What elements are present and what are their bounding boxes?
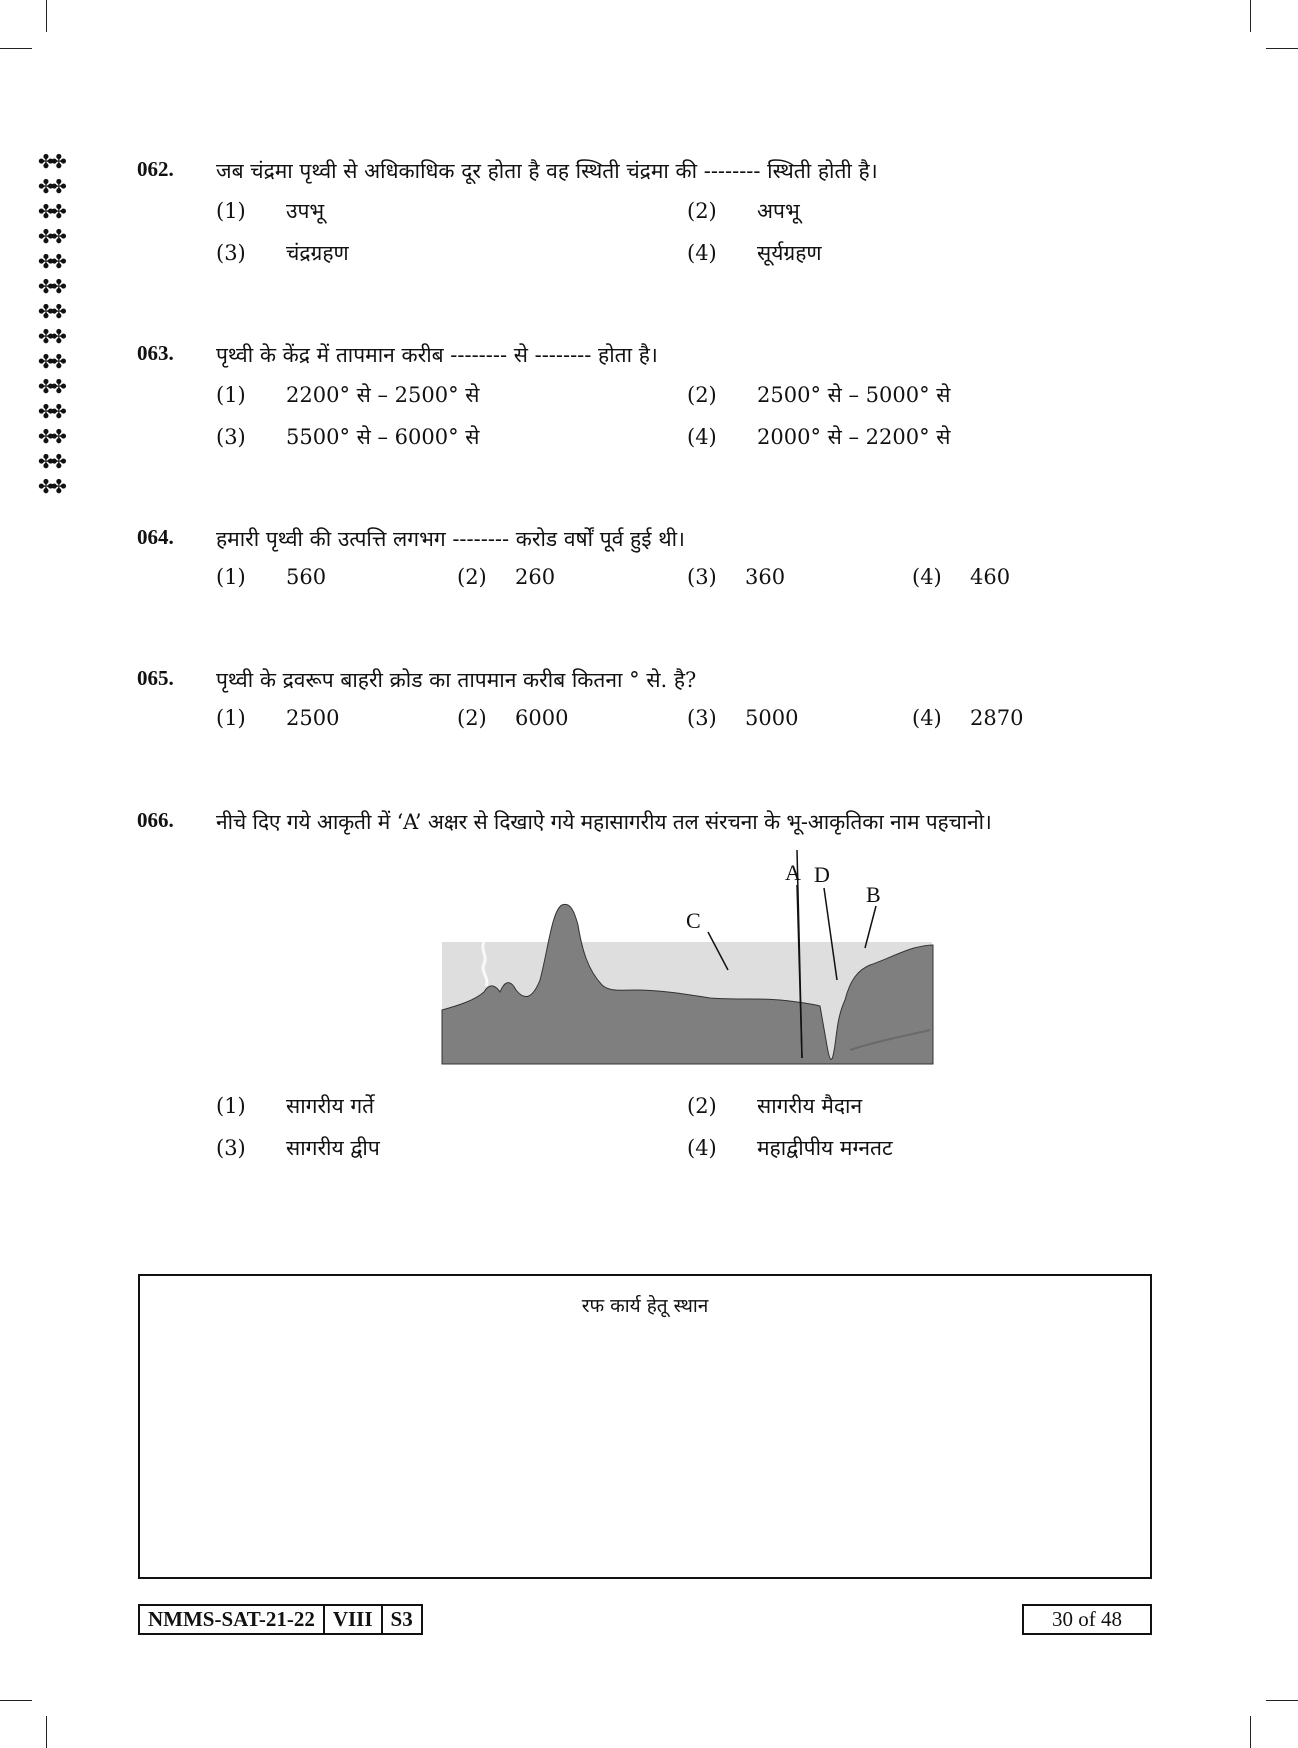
crop-mark-top-left-v [46, 0, 47, 32]
question-text: जब चंद्रमा पृथ्वी से अधिकाधिक दूर होता है वह स्थिती चंद्रमा की -------- स्थिती होती है। [216, 159, 878, 183]
option-number: (1) [216, 706, 246, 730]
paper-class: VIII [323, 1606, 381, 1633]
rough-work-box[interactable] [138, 1274, 1152, 1579]
ornament-row: ✤✤ [38, 476, 64, 498]
ornament-row: ✤✤ [38, 251, 64, 273]
option-text: 260 [515, 565, 556, 589]
option-number: (4) [687, 425, 717, 449]
ornament-column [38, 150, 94, 500]
option-1[interactable] [216, 197, 324, 225]
ornament-row: ✤✤ [38, 426, 64, 448]
ornament-row: ✤✤ [38, 326, 64, 348]
option-text: सागरीय मैदान [757, 1094, 863, 1118]
ocean-floor-figure [440, 850, 936, 1075]
ornament-row: ✤✤ [38, 151, 64, 173]
option-text: 360 [745, 565, 786, 589]
crop-mark-top-left-h [0, 48, 32, 49]
question-text: पृथ्वी के द्रवरूप बाहरी क्रोड का तापमान करीब कितना ° से. है? [216, 668, 697, 692]
option-text: 2200° से – 2500° से [286, 383, 480, 407]
question-number: 063. [137, 341, 174, 365]
option-3[interactable] [216, 423, 479, 451]
option-4[interactable] [687, 1134, 893, 1162]
option-1[interactable] [216, 565, 326, 589]
option-number: (3) [216, 241, 246, 265]
pointer-B [865, 906, 876, 948]
question-text: नीचे दिए गये आकृती में ‘A’ अक्षर से दिखाऐ गये महासागरीय तल संरचना के भू-आकृतिका नाम पहचानो। [216, 810, 992, 834]
option-2[interactable] [457, 706, 568, 730]
option-number: (2) [457, 706, 487, 730]
option-number: (2) [687, 199, 717, 223]
option-2[interactable] [687, 197, 800, 225]
paper-code-box [138, 1604, 423, 1635]
option-text: महाद्वीपीय मग्नतट [757, 1136, 893, 1160]
page-number: 30 of 48 [1022, 1604, 1152, 1635]
crop-mark-bottom-right-v [1250, 1716, 1251, 1748]
option-number: (4) [687, 241, 717, 265]
ornament-row: ✤✤ [38, 226, 64, 248]
option-text: 2000° से – 2200° से [757, 425, 951, 449]
option-3[interactable] [216, 1134, 380, 1162]
label-D: D [814, 862, 830, 887]
crop-mark-top-right-v [1250, 0, 1251, 32]
label-C: C [686, 908, 701, 933]
option-text: उपभू [286, 199, 325, 223]
option-1[interactable] [216, 1092, 374, 1120]
ornament-row: ✤✤ [38, 351, 64, 373]
option-number: (2) [457, 565, 487, 589]
crop-mark-bottom-left-v [46, 1716, 47, 1748]
option-text: 5000 [745, 706, 799, 730]
option-number: (1) [216, 199, 246, 223]
option-text: 6000 [515, 706, 569, 730]
option-number: (4) [912, 565, 942, 589]
option-number: (1) [216, 383, 246, 407]
option-4[interactable] [687, 423, 950, 451]
question-number: 065. [137, 666, 174, 690]
option-number: (1) [216, 1094, 246, 1118]
question-number: 064. [137, 525, 174, 549]
option-4[interactable] [687, 239, 822, 267]
option-number: (3) [687, 565, 717, 589]
option-text: 2500 [286, 706, 340, 730]
option-number: (4) [912, 706, 942, 730]
question-text: पृथ्वी के केंद्र में तापमान करीब -------- से -------- होता है। [216, 343, 658, 367]
ornament-row: ✤✤ [38, 176, 64, 198]
option-2[interactable] [687, 381, 950, 409]
option-text: चंद्रग्रहण [286, 241, 349, 265]
option-text: अपभू [757, 199, 800, 223]
option-2[interactable] [457, 565, 555, 589]
ornament-row: ✤✤ [38, 276, 64, 298]
option-3[interactable] [687, 565, 785, 589]
ornament-row: ✤✤ [38, 376, 64, 398]
option-3[interactable] [216, 239, 349, 267]
option-3[interactable] [687, 706, 798, 730]
option-text: 560 [286, 565, 327, 589]
ornament-row: ✤✤ [38, 201, 64, 223]
ornament-row: ✤✤ [38, 301, 64, 323]
label-A: A [785, 860, 801, 885]
option-text: सूर्यग्रहण [757, 241, 822, 265]
option-2[interactable] [687, 1092, 862, 1120]
option-4[interactable] [912, 565, 1010, 589]
question-number: 062. [137, 157, 174, 181]
option-text: 5500° से – 6000° से [286, 425, 480, 449]
question-text: हमारी पृथ्वी की उत्पत्ति लगभग -------- करोड वर्षों पूर्व हुई थी। [216, 527, 686, 551]
option-text: 2870 [970, 706, 1024, 730]
option-1[interactable] [216, 381, 479, 409]
paper-series: S3 [381, 1606, 421, 1633]
option-text: सागरीय गर्ते [286, 1094, 375, 1118]
option-number: (3) [216, 425, 246, 449]
label-B: B [866, 882, 881, 907]
option-number: (3) [687, 706, 717, 730]
option-number: (4) [687, 1136, 717, 1160]
ocean-floor-diagram [440, 850, 936, 1075]
ornament-row: ✤✤ [38, 451, 64, 473]
crop-mark-top-right-h [1266, 48, 1298, 49]
question-number: 066. [137, 808, 174, 832]
ornament-row: ✤✤ [38, 401, 64, 423]
option-4[interactable] [912, 706, 1023, 730]
option-number: (2) [687, 1094, 717, 1118]
paper-code: NMMS-SAT-21-22 [148, 1607, 315, 1631]
crop-mark-bottom-right-h [1266, 1700, 1298, 1701]
option-text: 460 [970, 565, 1011, 589]
option-number: (3) [216, 1136, 246, 1160]
option-number: (1) [216, 565, 246, 589]
crop-mark-bottom-left-h [0, 1700, 32, 1701]
option-text: 2500° से – 5000° से [757, 383, 951, 407]
rough-work-title: रफ कार्य हेतू स्थान [581, 1295, 709, 1317]
option-1[interactable] [216, 706, 339, 730]
option-number: (2) [687, 383, 717, 407]
option-text: सागरीय द्वीप [286, 1136, 380, 1160]
